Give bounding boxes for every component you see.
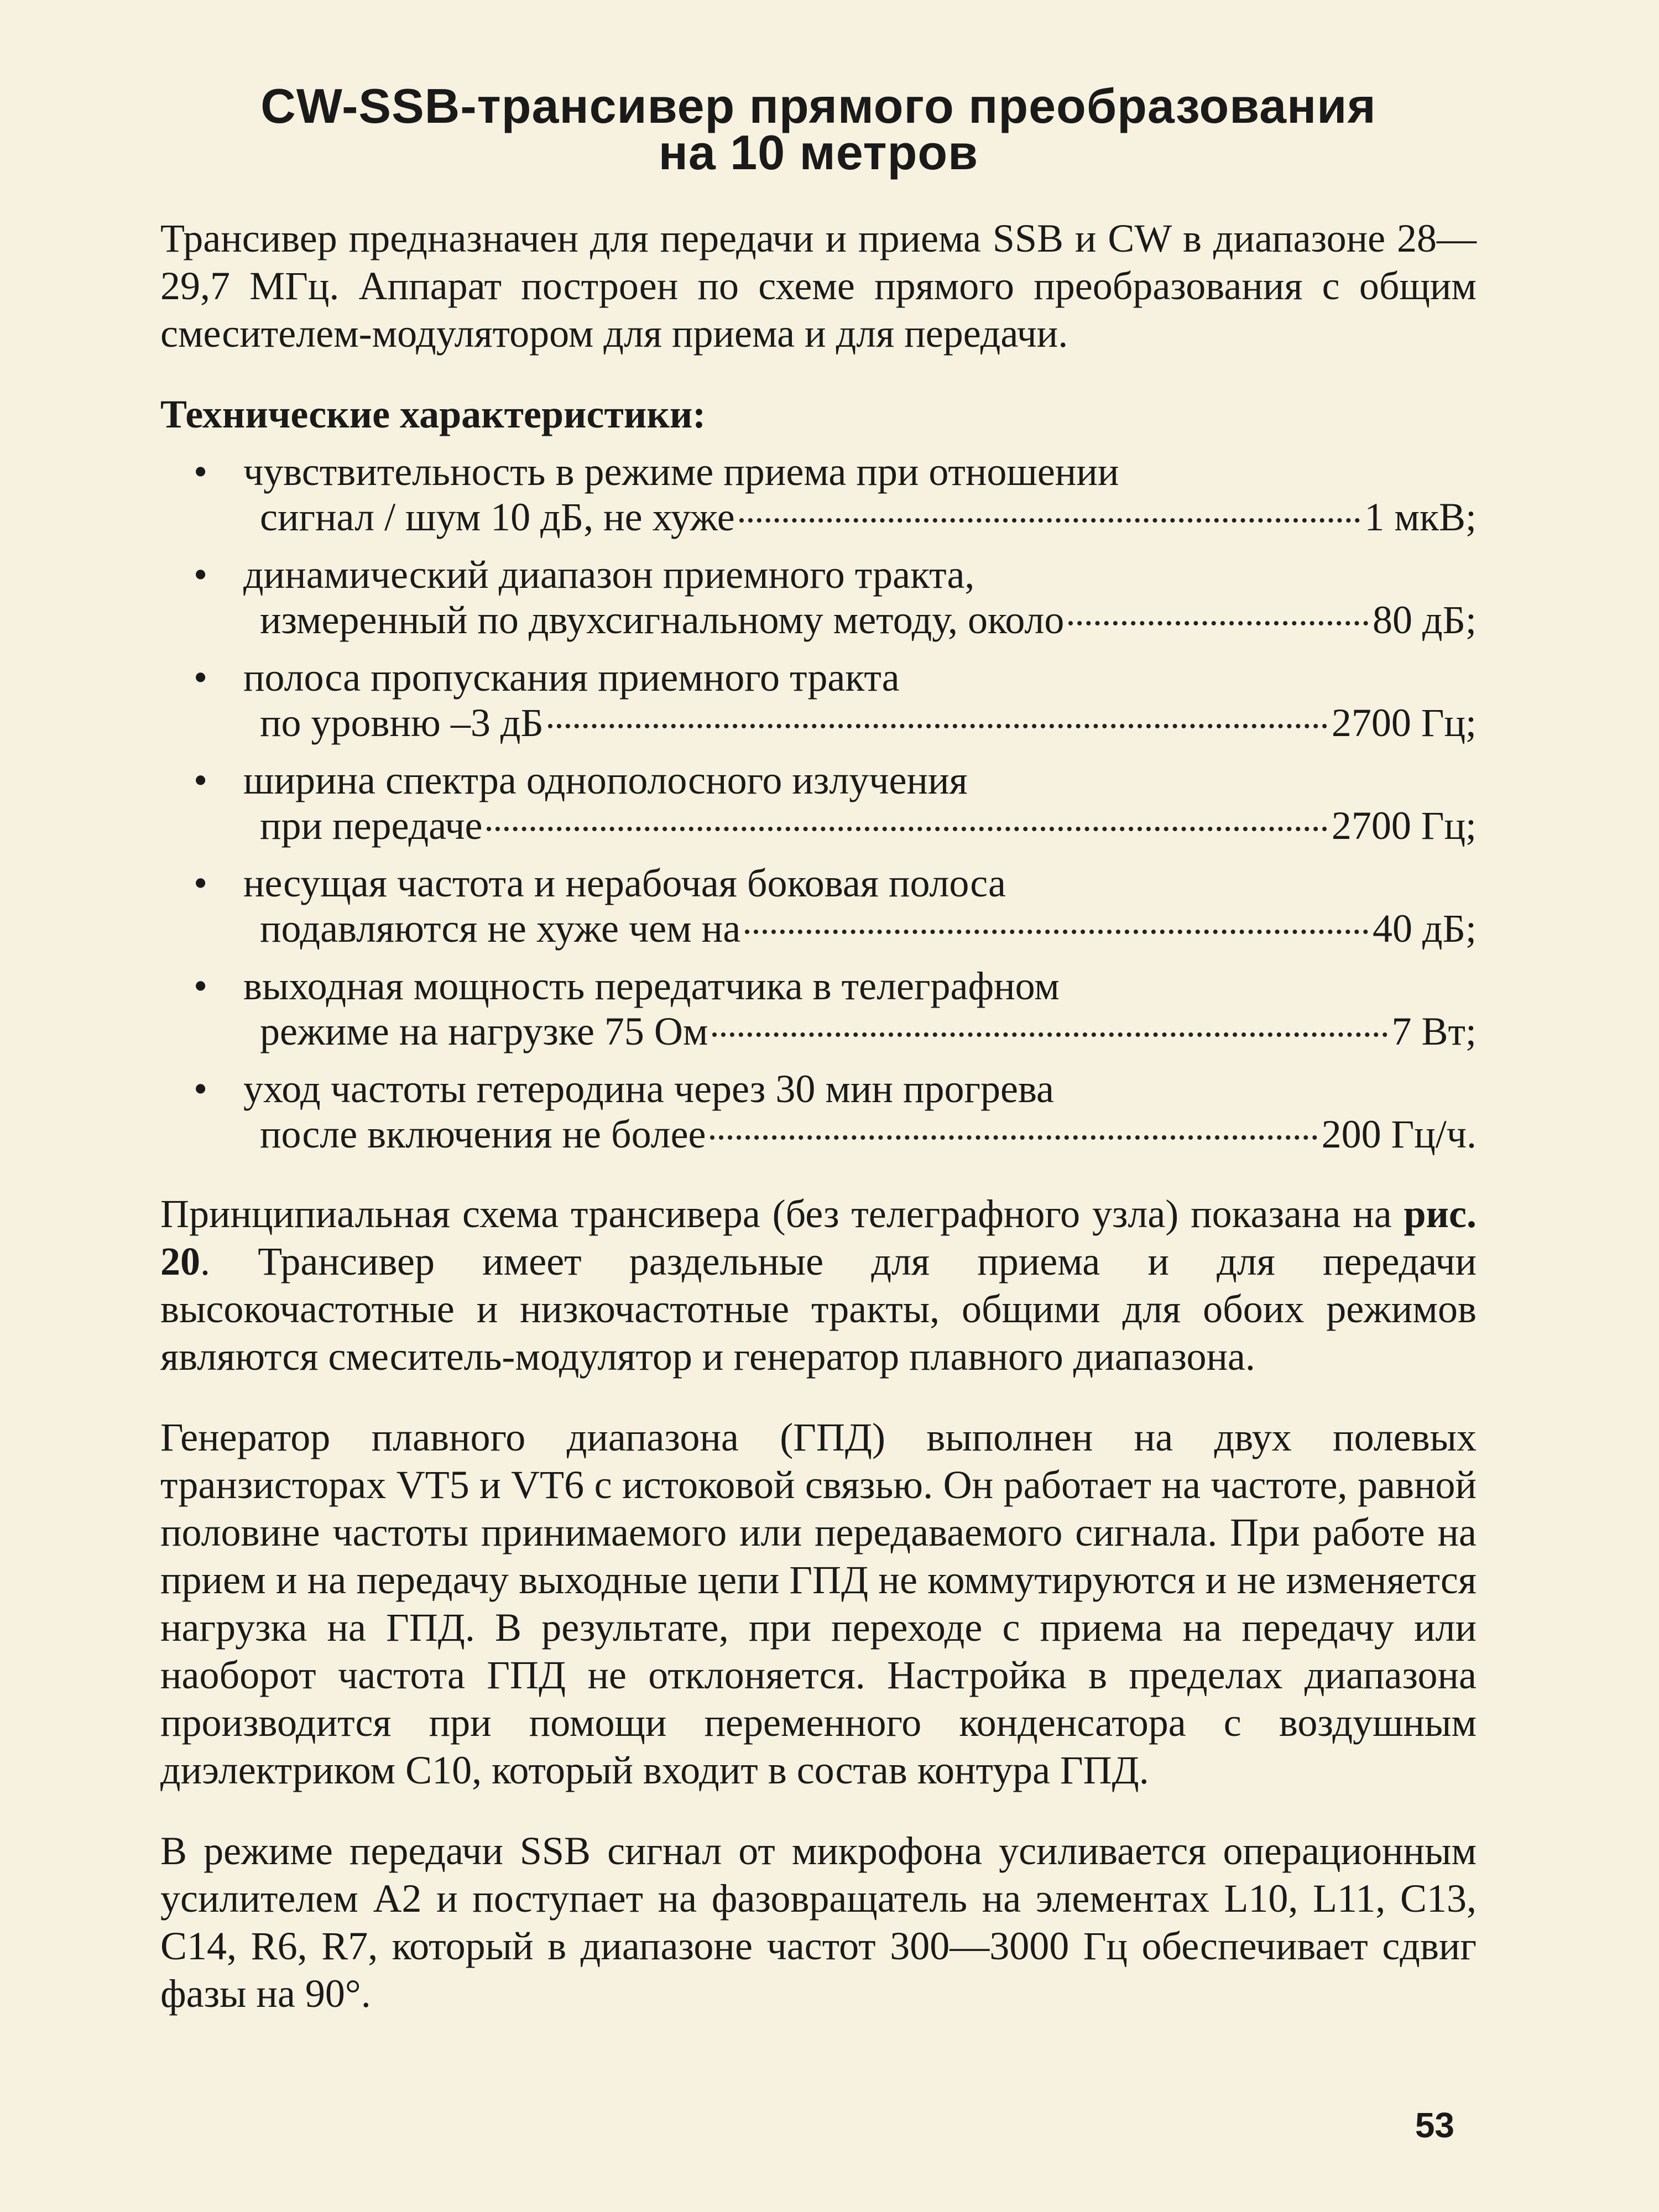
- spec-value: 40 дБ;: [1373, 906, 1477, 951]
- spec-value: 200 Гц/ч.: [1321, 1112, 1477, 1156]
- spec-item: [160, 758, 1477, 848]
- title-line-2: на 10 метров: [658, 125, 979, 180]
- bullet-icon: •: [194, 552, 208, 597]
- oscillator-paragraph: Генератор плавного диапазона (ГПД) выполнен на двух полевых транзисторах VT5 и VT6 с истоковой связью. Он работает на частоте, равной половине частоты принимаемого или передаваемого сигнала. При работе на прием и на передачу выходные цепи ГПД не коммутируются и не изменяется нагрузка на ГПД. В результате, при переходе с приема на передачу или наоборот частота ГПД не отклоняется. Настройка в пределах диапазона производится при помощи переменного конденсатора с воздушным диэлектриком C10, который входит в состав контура ГПД.: [160, 1415, 1477, 1792]
- schematic-text-start: Принципиальная схема трансивера (без телеграфного узла) показана на: [160, 1192, 1404, 1236]
- spec-value: 1 мкВ;: [1364, 495, 1477, 539]
- page-title: [160, 79, 1477, 180]
- spec-label: ширина спектра однополосного излучения: [243, 758, 968, 802]
- bullet-icon: •: [194, 964, 208, 1008]
- dot-leader: [739, 518, 1360, 523]
- intro-paragraph: Трансивер предназначен для передачи и приема SSB и CW в диапазоне 28—29,7 МГц. Аппарат построен по схеме прямого преобразования с общим смесителем-модулятором для приема и для передачи.: [160, 216, 1477, 356]
- spec-label: выходная мощность передатчика в телеграфном: [243, 964, 1060, 1008]
- spec-item: [160, 860, 1477, 951]
- spec-item: [160, 655, 1477, 745]
- spec-label: полоса пропускания приемного тракта: [243, 655, 900, 700]
- title-line-1: CW-SSB-трансивер прямого преобразования: [260, 79, 1376, 133]
- book-page: [160, 79, 1477, 2162]
- page-number: 53: [1415, 2105, 1454, 2145]
- spec-label-cont: подавляются не хуже чем на: [260, 906, 741, 951]
- spec-label-cont: измеренный по двухсигнальному методу, около: [260, 598, 1065, 642]
- specs-heading: Технические характеристики:: [160, 392, 706, 436]
- spec-label: динамический диапазон приемного тракта,: [243, 552, 975, 597]
- spec-label-cont: после включения не более: [260, 1112, 706, 1156]
- spec-item: [160, 552, 1477, 643]
- spec-label-cont: по уровню –3 дБ: [260, 701, 544, 745]
- bullet-icon: •: [194, 861, 208, 905]
- spec-value: 80 дБ;: [1373, 598, 1477, 642]
- schematic-text-end: . Трансивер имеет раздельные для приема и для передачи высокочастотные и низкочастотные тракты, общими для обоих режимов являются смеситель-модулятор и генератор плавного диапазона.: [160, 1239, 1477, 1379]
- spec-item: [160, 963, 1477, 1054]
- spec-value: 7 Вт;: [1391, 1009, 1477, 1053]
- dot-leader: [1068, 621, 1368, 625]
- schematic-paragraph: [160, 1190, 1477, 1380]
- spec-label: несущая частота и нерабочая боковая полоса: [243, 861, 1006, 905]
- dot-leader: [712, 1032, 1387, 1037]
- dot-leader: [745, 930, 1368, 934]
- spec-item: [160, 1066, 1477, 1157]
- spec-value: 2700 Гц;: [1331, 701, 1477, 745]
- dot-leader: [548, 724, 1327, 728]
- dot-leader: [487, 827, 1327, 831]
- figure-reference: рис. 20: [160, 1192, 1477, 1284]
- spec-label: уход частоты гетеродина через 30 мин прогрева: [243, 1067, 1054, 1111]
- spec-label-cont: сигнал / шум 10 дБ, не хуже: [260, 495, 735, 539]
- bullet-icon: •: [194, 758, 208, 802]
- bullet-icon: •: [194, 655, 208, 700]
- spec-label-cont: при передаче: [260, 804, 483, 848]
- bullet-icon: •: [194, 1067, 208, 1111]
- spec-label-cont: режиме на нагрузке 75 Ом: [260, 1009, 708, 1053]
- spec-value: 2700 Гц;: [1331, 804, 1477, 848]
- dot-leader: [710, 1135, 1317, 1140]
- bullet-icon: •: [194, 450, 208, 494]
- spec-item: [160, 449, 1477, 540]
- spec-label: чувствительность в режиме приема при отношении: [243, 450, 1119, 494]
- ssb-paragraph: В режиме передачи SSB сигнал от микрофона усиливается операционным усилителем A2 и поступает на фазовращатель на элементах L10, L11, C13, C14, R6, R7, который в диапазоне частот 300—3000 Гц обеспечивает сдвиг фазы на 90°.: [160, 1829, 1477, 2016]
- spec-list: [160, 449, 1477, 1157]
